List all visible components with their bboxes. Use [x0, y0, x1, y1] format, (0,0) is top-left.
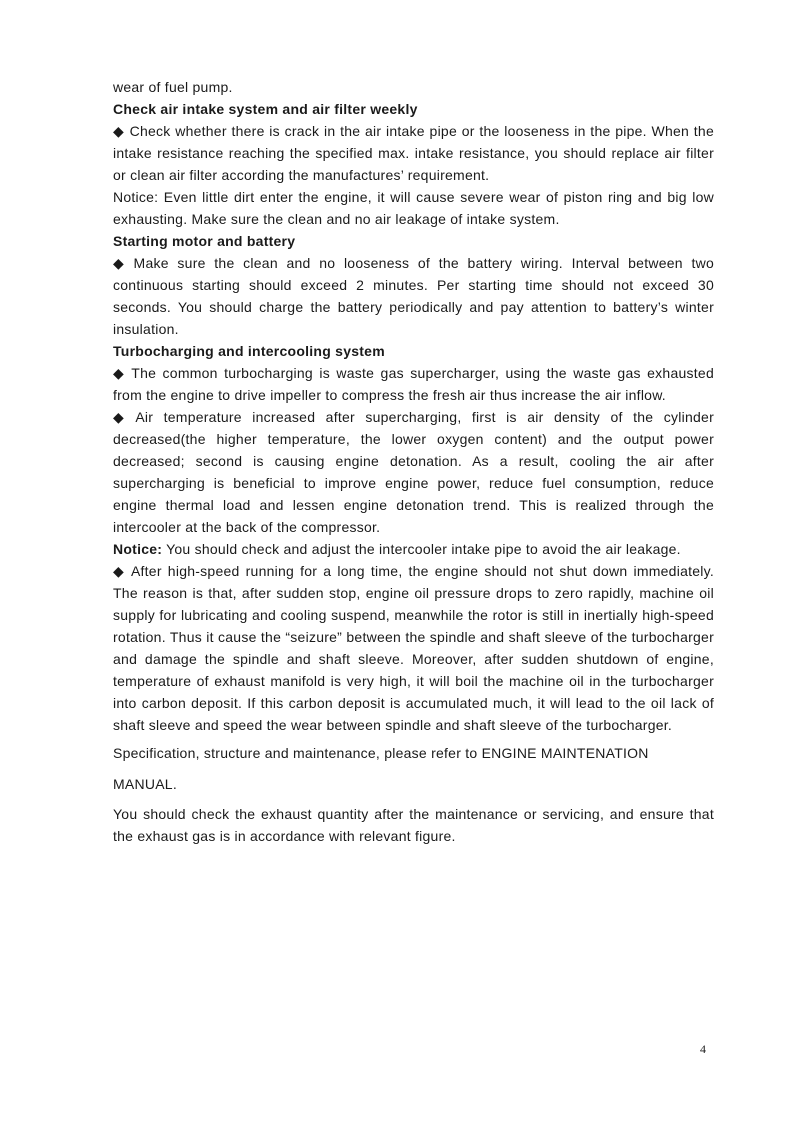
turbo-bullet-2-text: Air temperature increased after supercharging, first is air density of the cylinder decreased(the higher temperature, the lower oxygen content) and the output power decreased; second is causing engine detonation. As a result, cooling the air after supercharging is beneficial to improve engine power, reduce fuel consumption, reduce engine thermal load and lessen engine detonation trend. This is realized through the intercooler at the back of the compressor.: [113, 409, 714, 535]
specification-line-2: MANUAL.: [113, 776, 177, 792]
starting-motor-bullet-paragraph: [113, 252, 714, 340]
diamond-bullet-icon: ◆: [113, 563, 126, 579]
turbo-bullet-1-text: The common turbocharging is waste gas supercharger, using the waste gas exhausted from the engine to drive impeller to compress the fresh air thus increase the air inflow.: [113, 365, 714, 403]
air-intake-notice: Notice: Even little dirt enter the engine, it will cause severe wear of piston ring and big low exhausting. Make sure the clean and no air leakage of intake system.: [113, 189, 714, 227]
specification-line: Specification, structure and maintenance, please refer to ENGINE MAINTENATION: [113, 745, 649, 761]
heading-air-intake: Check air intake system and air filter weekly: [113, 101, 418, 117]
turbo-bullet-3-text: After high-speed running for a long time, the engine should not shut down immediately. The reason is that, after sudden stop, engine oil pressure drops to zero rapidly, machine oil supply for lubricating and cooling suspend, meanwhile the rotor is still in inertially high-speed rotation. Thus it cause the “seizure” between the spindle and shaft sleeve of the turbocharger and damage the spindle and shaft sleeve. Moreover, after sudden shutdown of engine, temperature of exhaust manifold is very high, it will boil the machine oil in the turbocharger into carbon deposit. If this carbon deposit is accumulated much, it will lead to the oil lack of shaft sleeve and speed the wear between spindle and shaft sleeve of the turbocharger.: [113, 563, 714, 733]
closing-paragraph: You should check the exhaust quantity after the maintenance or servicing, and ensure that the exhaust gas is in accordance with relevant figure.: [113, 806, 714, 844]
turbo-notice-text: You should check and adjust the intercooler intake pipe to avoid the air leakage.: [162, 541, 681, 557]
heading-turbocharging: Turbocharging and intercooling system: [113, 343, 385, 359]
diamond-bullet-icon: ◆: [113, 123, 125, 139]
document-page: [113, 76, 714, 847]
air-intake-bullet-paragraph: [113, 120, 714, 186]
turbo-bullet-2-paragraph: [113, 406, 714, 538]
turbo-notice-paragraph: [113, 538, 714, 560]
notice-label: Notice:: [113, 541, 163, 557]
diamond-bullet-icon: ◆: [113, 255, 129, 271]
air-intake-bullet-text: Check whether there is crack in the air intake pipe or the looseness in the pipe. When the intake resistance reaching the specified max. intake resistance, you should replace air filter or clean air filter according the manufactures’ requirement.: [113, 123, 714, 183]
diamond-bullet-icon: ◆: [113, 365, 127, 381]
intro-fragment: wear of fuel pump.: [113, 79, 233, 95]
turbo-bullet-3-paragraph: [113, 560, 714, 736]
turbo-bullet-1-paragraph: [113, 362, 714, 406]
heading-starting-motor: Starting motor and battery: [113, 233, 296, 249]
page-number: 4: [700, 1042, 706, 1056]
diamond-bullet-icon: ◆: [113, 409, 131, 425]
starting-motor-bullet-text: Make sure the clean and no looseness of the battery wiring. Interval between two continuous starting should exceed 2 minutes. Per starting time should not exceed 30 seconds. You should charge the battery periodically and pay attention to battery’s winter insulation.: [113, 255, 714, 337]
